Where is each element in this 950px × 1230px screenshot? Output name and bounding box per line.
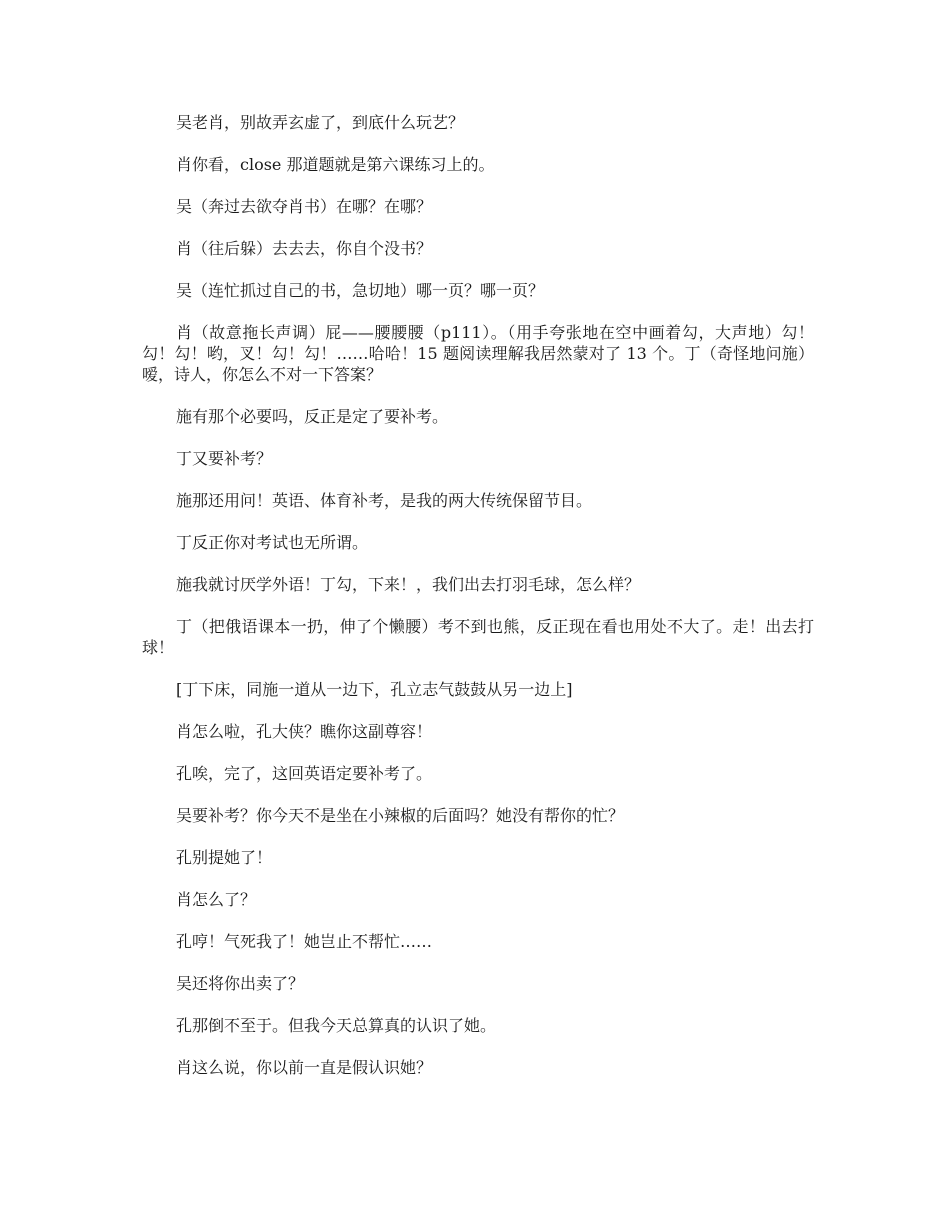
paragraph: 吴（连忙抓过自己的书，急切地）哪一页？哪一页？: [176, 281, 545, 300]
paragraph: 肖怎么啦，孔大侠？瞧你这副尊容！: [176, 722, 433, 741]
paragraph: 吴要补考？你今天不是坐在小辣椒的后面吗？她没有帮你的忙？: [176, 806, 625, 825]
paragraph: 施有那个必要吗，反正是定了要补考。: [176, 407, 449, 426]
paragraph: 肖这么说，你以前一直是假认识她？: [176, 1058, 433, 1077]
paragraph: 吴（奔过去欲夺肖书）在哪？在哪？: [176, 197, 433, 216]
paragraph: 施那还用问！英语、体育补考，是我的两大传统保留节目。: [176, 491, 593, 510]
document-body: [142, 112, 814, 1099]
paragraph: 吴老肖，别故弄玄虚了，到底什么玩艺？: [176, 113, 465, 132]
paragraph: 施我就讨厌学外语！丁勾，下来！，我们出去打羽毛球，怎么样？: [176, 575, 641, 594]
paragraph: 肖（故意拖长声调）屁——腰腰腰（p111）。（用手夸张地在空中画着勾，大声地）勾！勾！勾！哟，叉！勾！勾！……哈哈！15 题阅读理解我居然蒙对了 13 个。丁（奇怪地问施）嗳，诗人，你怎么不对一下答案？: [142, 323, 814, 384]
paragraph: 孔别提她了！: [176, 848, 273, 867]
paragraph: 丁又要补考？: [176, 449, 273, 468]
paragraph: 肖（往后躲）去去去，你自个没书？: [176, 239, 433, 258]
paragraph: 丁（把俄语课本一扔，伸了个懒腰）考不到也熊，反正现在看也用处不大了。走！出去打球！: [142, 617, 814, 657]
paragraph: 肖怎么了？: [176, 890, 257, 909]
paragraph: 吴还将你出卖了？: [176, 974, 305, 993]
stage-direction: [丁下床，同施一道从一边下，孔立志气鼓鼓从另一边上]: [176, 680, 573, 699]
paragraph: 肖你看，close 那道题就是第六课练习上的。: [176, 155, 495, 174]
paragraph: 丁反正你对考试也无所谓。: [176, 533, 369, 552]
paragraph: 孔那倒不至于。但我今天总算真的认识了她。: [176, 1016, 497, 1035]
paragraph: 孔哼！气死我了！她岂止不帮忙……: [176, 932, 433, 951]
paragraph: 孔唉，完了，这回英语定要补考了。: [176, 764, 433, 783]
